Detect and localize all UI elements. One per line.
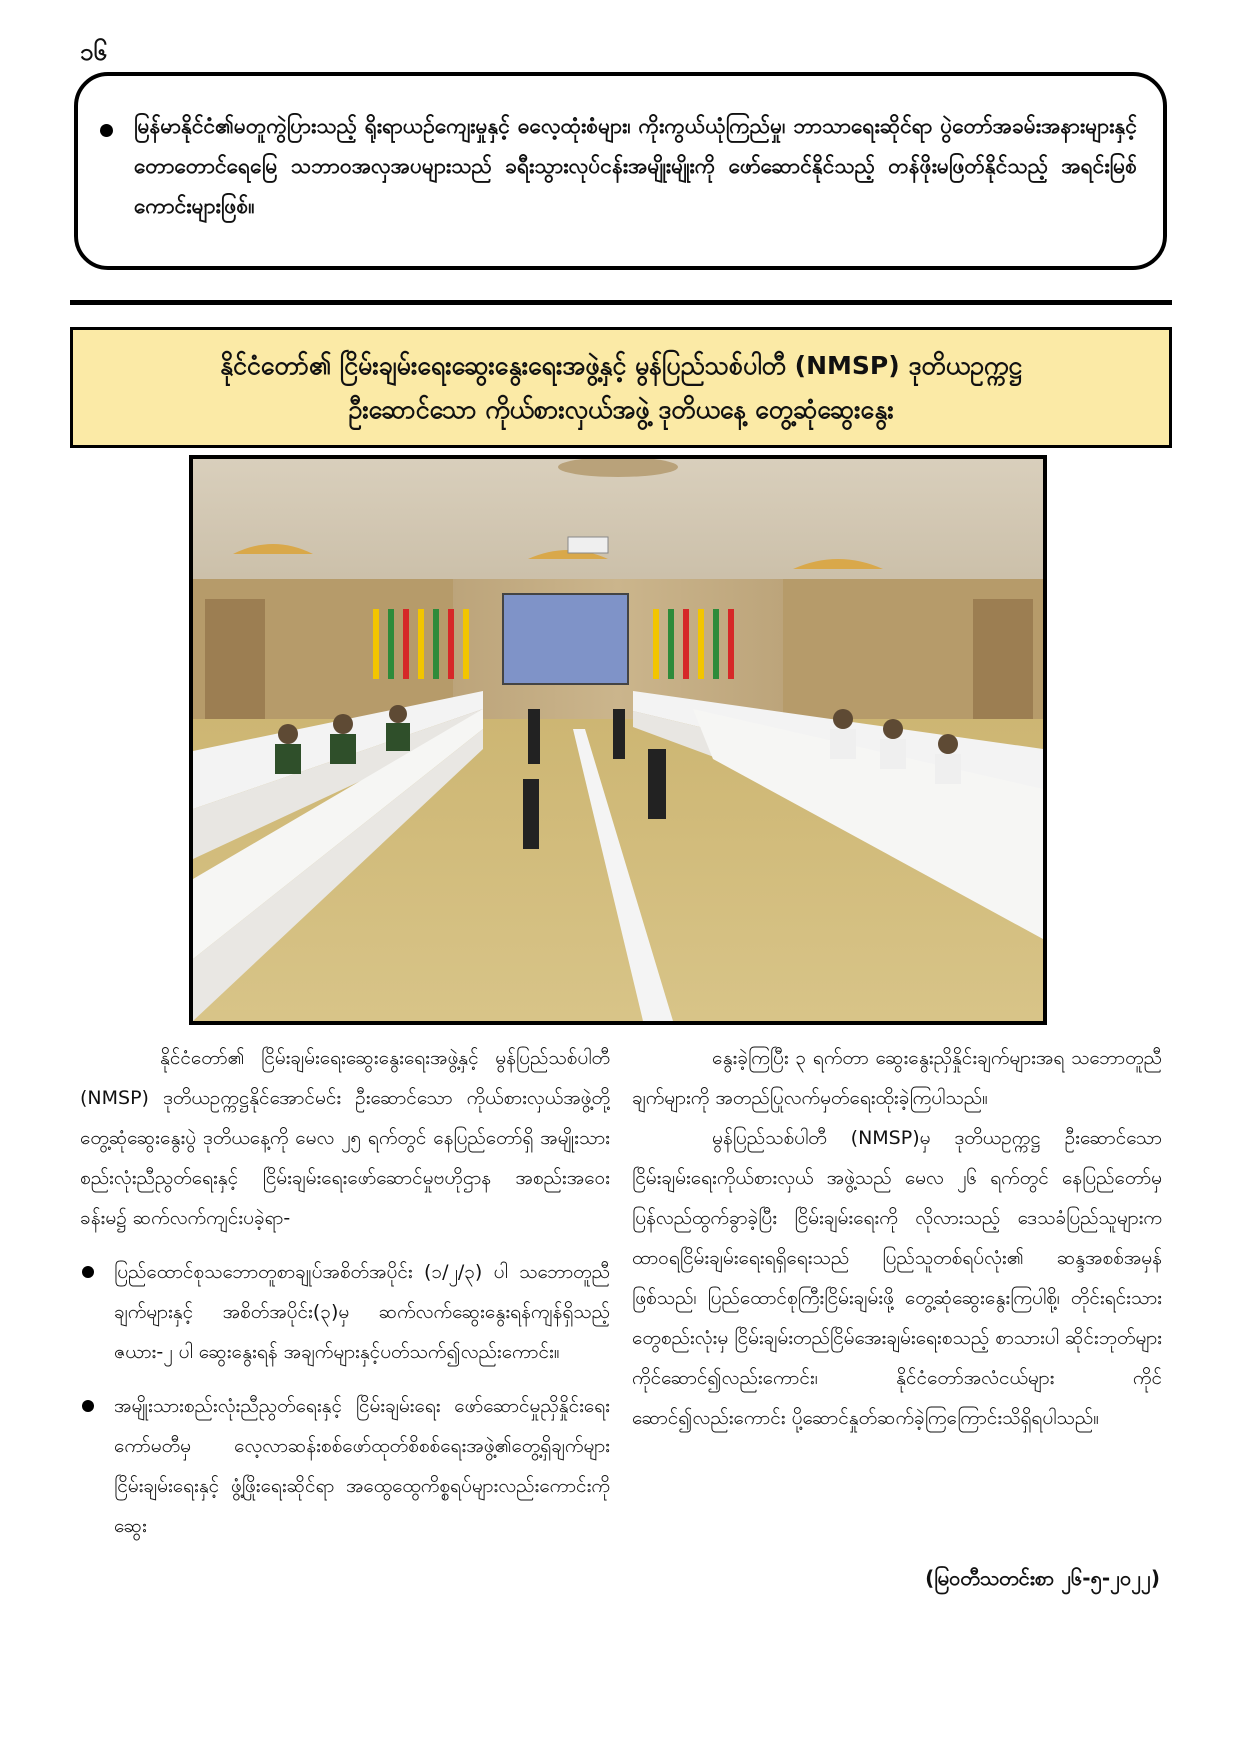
note-text: မြန်မာနိုင်ငံ၏မတူကွဲပြားသည့် ရိုးရာယဉ်ကျေးမှုနှင့် ဓလေ့ထုံးစံများ၊ ကိုးကွယ်ယုံကြည်မှု၊ ဘာသာရေးဆိုင်ရာ ပွဲတော်အခမ်းအနားများနှင့် တောတောင်ရေမြေ သဘာဝအလှအပများသည် ခရီးသွားလုပ်ငန်းအမျိုးမျိုးကို ဖော်ဆောင်နိုင်သည့် တန်ဖိုးမဖြတ်နိုင်သည့် အရင်းမြစ်ကောင်းများဖြစ်။ bbox=[134, 114, 1137, 218]
page-number: ၁၆ bbox=[80, 38, 107, 66]
article-title-line-1: နိုင်ငံတော်၏ ငြိမ်းချမ်းရေးဆွေးနွေးရေးအဖွဲ့နှင့် မွန်ပြည်သစ်ပါတီ (NMSP) ဒုတိယဥက္ကဋ္ဌ bbox=[220, 350, 1022, 380]
article-column-left bbox=[80, 1038, 610, 1546]
article-paragraph: နွေးခဲ့ကြပြီး ၃ ရက်တာ ဆွေးနွေးညှိနှိုင်းချက်များအရ သဘောတူညီချက်များကို အတည်ပြုလက်မှတ်ရေးထိုးခဲ့ကြပါသည်။ bbox=[632, 1047, 1162, 1109]
article-paragraph: နိုင်ငံတော်၏ ငြိမ်းချမ်းရေးဆွေးနွေးရေးအဖွဲ့နှင့် မွန်ပြည်သစ်ပါတီ (NMSP) ဒုတိယဥက္ကဋ္ဌနိုင်အောင်မင်း ဦးဆောင်သော ကိုယ်စားလှယ်အဖွဲ့တို့ တွေ့ဆုံဆွေးနွေးပွဲ ဒုတိယနေ့ကို မေလ ၂၅ ရက်တွင် နေပြည်တော်ရှိ အမျိုးသားစည်းလုံးညီညွတ်ရေးနှင့် ငြိမ်းချမ်းရေးဖော်ဆောင်မှုဗဟိုဌာန အစည်းအဝေးခန်းမ၌ ဆက်လက်ကျင်းပခဲ့ရာ- bbox=[80, 1047, 610, 1229]
section-divider bbox=[70, 300, 1172, 305]
article-bullet-item: ပြည်ထောင်စုသဘောတူစာချုပ်အစိတ်အပိုင်း (၁/၂/၃) ပါ သဘောတူညီချက်များနှင့် အစိတ်အပိုင်း(၃)မှ ဆက်လက်ဆွေးနွေးရန်ကျန်ရှိသည့် ဇယား-၂ ပါ ဆွေးနွေးရန် အချက်များနှင့်ပတ်သက်၍လည်းကောင်း။ bbox=[80, 1252, 610, 1372]
bullet-icon bbox=[100, 124, 113, 137]
article-title-line-2: ဦးဆောင်သော ကိုယ်စားလှယ်အဖွဲ့ ဒုတိယနေ့ တွေ့ဆုံဆွေးနွေး bbox=[348, 394, 894, 424]
article-paragraph: မွန်ပြည်သစ်ပါတီ (NMSP)မှ ဒုတိယဥက္ကဋ္ဌ ဦးဆောင်သော ငြိမ်းချမ်းရေးကိုယ်စားလှယ် အဖွဲ့သည် မေလ ၂၆ ရက်တွင် နေပြည်တော်မှ ပြန်လည်ထွက်ခွာခဲ့ပြီး ငြိမ်းချမ်းရေးကို လိုလားသည့် ဒေသခံပြည်သူများက ထာဝရငြိမ်းချမ်းရေးရရှိရေးသည် ပြည်သူတစ်ရပ်လုံး၏ ဆန္ဒအစစ်အမှန်ဖြစ်သည်၊ ပြည်ထောင်စုကြီးငြိမ်းချမ်းဖို့ တွေ့ဆုံဆွေးနွေးကြပါစို့၊ တိုင်းရင်းသားတွေစည်းလုံးမှ ငြိမ်းချမ်းတည်ငြိမ်အေးချမ်းရေးစသည့် စာသားပါ ဆိုင်းဘုတ်များ ကိုင်ဆောင်၍လည်းကောင်း၊ နိုင်ငံတော်အလံငယ်များ ကိုင်ဆောင်၍လည်းကောင်း ပို့ဆောင်နှုတ်ဆက်ခဲ့ကြကြောင်းသိရှိရပါသည်။ bbox=[632, 1127, 1162, 1429]
article-source: (မြဝတီသတင်းစာ ၂၆-၅-၂၀၂၂) bbox=[925, 1566, 1160, 1590]
article-column-right bbox=[632, 1038, 1162, 1438]
article-bullet-item: အမျိုးသားစည်းလုံးညီညွတ်ရေးနှင့် ငြိမ်းချမ်းရေး ဖော်ဆောင်မှုညှိနှိုင်းရေးကော်မတီမှ လေ့လာဆန်းစစ်ဖော်ထုတ်စိစစ်ရေးအဖွဲ့၏တွေ့ရှိချက်များ ငြိမ်းချမ်းရေးနှင့် ဖွံ့ဖြိုးရေးဆိုင်ရာ အထွေထွေကိစ္စရပ်များလည်းကောင်းကို ဆွေး bbox=[80, 1386, 610, 1546]
meeting-room-photo bbox=[189, 455, 1047, 1025]
article-title-box bbox=[70, 327, 1172, 448]
highlight-note-box bbox=[74, 72, 1167, 270]
